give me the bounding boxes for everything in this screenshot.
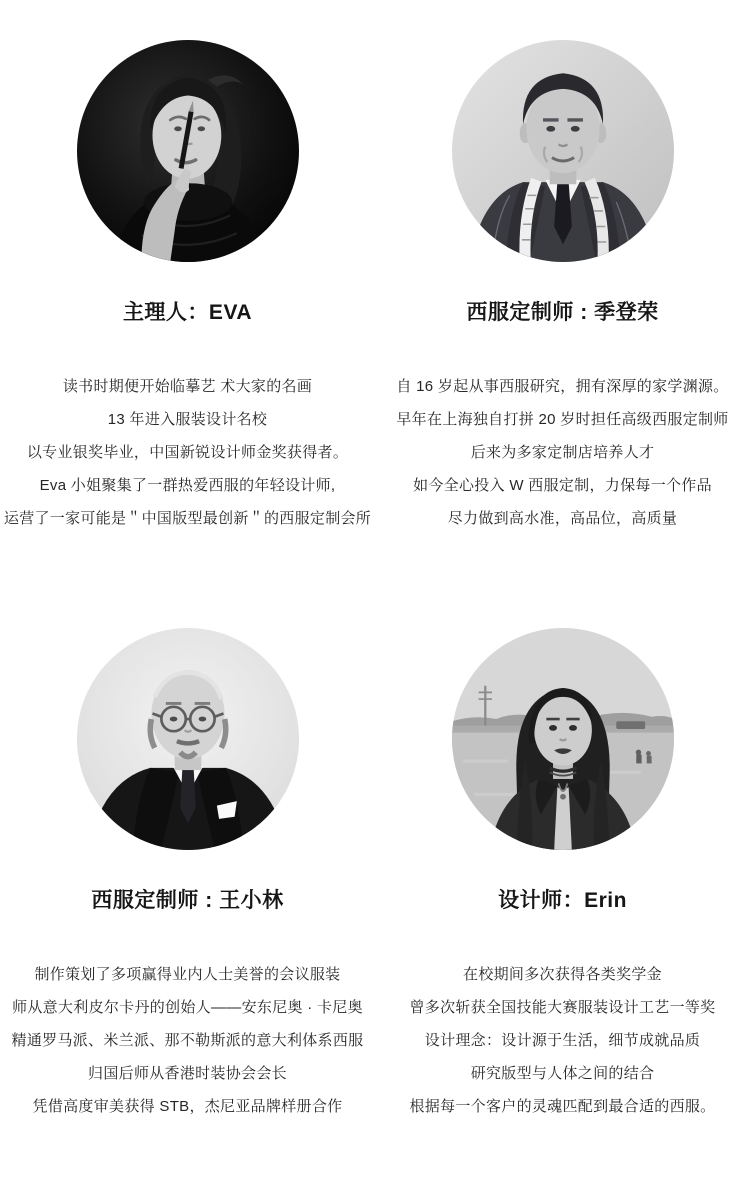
profile-card-eva — [0, 0, 375, 588]
profile-title: 主理人：EVA — [122, 301, 253, 324]
bio-line: 早年在上海独自打拼 20 岁时担任高级西服定制师 — [396, 411, 729, 428]
wang-xiaolin-portrait-photo — [77, 628, 299, 850]
eva-portrait-photo — [77, 40, 299, 262]
wang-xiaolin-portrait-illustration — [77, 628, 299, 850]
ji-dengrong-portrait-illustration — [452, 40, 674, 262]
profile-card-wang-xiaolin — [0, 588, 375, 1200]
bio-line: 尽力做到高水准，高品位，高质量 — [447, 510, 678, 527]
bio-line: 设计理念：设计源于生活，细节成就品质 — [424, 1032, 701, 1049]
profile-bio — [409, 958, 715, 1123]
bio-line: 师从意大利皮尔卡丹的创始人——安东尼奥 · 卡尼奥 — [12, 999, 363, 1016]
bio-line: Eva 小姐聚集了一群热爱西服的年轻设计师, — [39, 477, 336, 494]
bio-line: 后来为多家定制店培养人才 — [470, 444, 655, 461]
erin-portrait-photo — [452, 628, 674, 850]
bio-line: 读书时期便开始临摹艺 术大家的名画 — [62, 378, 313, 395]
bio-line: 运营了一家可能是＂中国版型最创新＂的西服定制会所 — [3, 510, 372, 527]
bio-line: 制作策划了多项赢得业内人士美誉的会议服装 — [34, 966, 341, 983]
bio-line: 以专业银奖毕业，中国新锐设计师金奖获得者。 — [26, 444, 349, 461]
profile-bio — [12, 958, 364, 1123]
bio-line: 精通罗马派、米兰派、那不勒斯派的意大利体系西服 — [11, 1032, 364, 1049]
bio-line: 研究版型与人体之间的结合 — [470, 1065, 655, 1082]
erin-portrait-illustration — [452, 628, 674, 850]
profile-title: 西服定制师 : 季登荣 — [466, 301, 659, 324]
profile-bio — [4, 370, 371, 535]
bio-line: 如今全心投入 W 西服定制，力保每一个作品 — [413, 477, 712, 494]
profile-title: 西服定制师 : 王小林 — [91, 889, 284, 912]
profile-card-erin — [375, 588, 750, 1200]
eva-portrait-illustration — [77, 40, 299, 262]
bio-line: 在校期间多次获得各类奖学金 — [463, 966, 662, 983]
ji-dengrong-portrait-photo — [452, 40, 674, 262]
bio-line: 凭借高度审美获得 STB，杰尼亚品牌样册合作 — [32, 1098, 343, 1115]
profile-card-ji-dengrong — [375, 0, 750, 588]
bio-line: 归国后师从香港时装协会会长 — [88, 1065, 287, 1082]
profile-bio — [396, 370, 728, 535]
bio-line: 根据每一个客户的灵魂匹配到最合适的西服。 — [409, 1098, 716, 1115]
bio-line: 曾多次斩获全国技能大赛服装设计工艺一等奖 — [409, 999, 716, 1016]
bio-line: 自 16 岁起从事西服研究，拥有深厚的家学渊源。 — [396, 378, 729, 395]
bio-line: 13 年进入服装设计名校 — [107, 411, 268, 428]
profile-title: 设计师：Erin — [498, 889, 627, 912]
